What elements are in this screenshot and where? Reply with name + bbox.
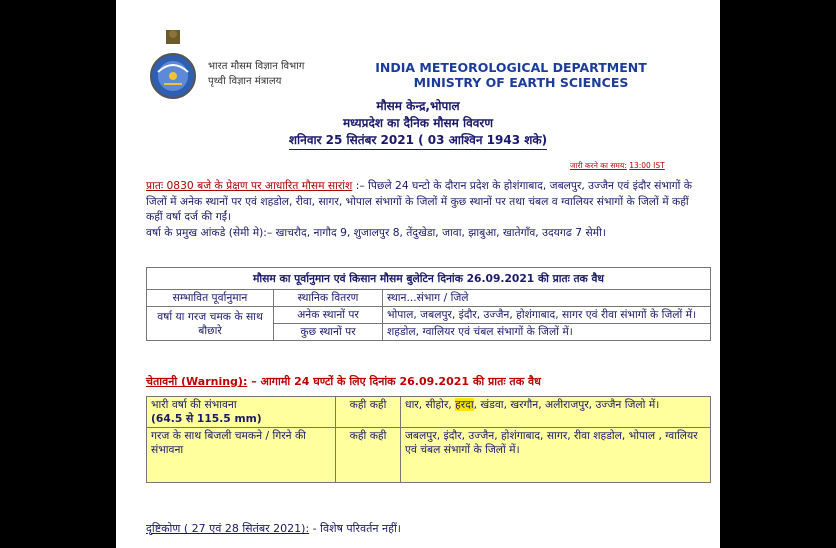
centre-name: मौसम केन्द्र,भोपाल [376,99,460,113]
issue-time-value: 13:00 IST [629,161,665,170]
title-block [116,98,720,150]
english-department: INDIA METEOROLOGICAL DEPARTMENT [375,60,647,75]
warning-places-1b: , खंडवा, खरगौन, अलीराजपुर, उज्जैन जिलो में। [473,398,660,411]
forecast-places-1: भोपाल, जबलपुर, इंदौर, उज्जैन, होशंगाबाद, सागर एवं रीवा संभागों के जिलों में। [383,307,711,324]
forecast-title: मौसम का पूर्वानुमान एवं किसान मौसम बुलेटिन दिनांक 26.09.2021 की प्रातः तक वैध [147,268,711,290]
hindi-department: भारत मौसम विज्ञान विभाग [208,61,305,72]
warning-text: – आगामी 24 घण्टों के लिए दिनांक 26.09.2021 की प्रातः तक वैध [251,375,541,388]
warning-label: चेतावनी (Warning): [146,375,248,388]
forecast-distribution-2: कुछ स्थानों पर [274,324,383,341]
issue-time-label: जारी करने का समय: [570,161,627,170]
warning-distribution-2: कही कही [336,428,401,483]
warning-distribution-1: कही कही [336,397,401,428]
summary-heading: प्रातः 0830 बजे के प्रेक्षण पर आधारित मौसम सारांश [146,179,353,192]
outlook-text: - विशेष परिवर्तन नहीं। [312,522,401,535]
bulletin-title: मध्यप्रदेश का दैनिक मौसम विवरण [342,116,493,130]
header-distribution: स्थानिक वितरण [274,290,383,307]
outlook [146,521,401,536]
forecast-phenomenon: वर्षा या गरज चमक के साथ बौछारे [147,307,274,341]
warning-places-1-highlight: हरदा [455,398,474,411]
warning-places-2: जबलपुर, इंदौर, उज्जैन, होशंगाबाद, सागर, रीवा शहडोल, भोपाल , ग्वालियर एवं चंबल संभागों के जिलों में। [401,428,711,483]
header-places: स्थान...संभाग / जिले [383,290,711,307]
rain-figures: वर्षा के प्रमुख आंकडे (सेमी मे):– खाचरौद, नागौद 9, शुजालपुर 8, तेंदुखेडा, जावा, झाबुआ, खातेगाँव, उदयगढ 7 सेमी। [146,225,606,239]
forecast-distribution-1: अनेक स्थानों पर [274,307,383,324]
outlook-label: दृष्टिकोण ( 27 एवं 28 सितंबर 2021): [146,522,310,535]
warning-line [146,374,711,389]
weather-summary [146,178,706,240]
header-phenomenon: सम्भावित पूर्वानुमान [147,290,274,307]
forecast-table [146,267,711,341]
warning-table [146,396,711,483]
hindi-org-names [208,59,304,89]
warning-places-1 [401,397,711,428]
warning-type-1-label: भारी वर्षा की संभावना [151,398,237,411]
issue-time [570,161,665,171]
summary-body: :– पिछले 24 घन्टो के दौरान प्रदेश के होशंगाबाद, जबलपुर, उज्जैन एवं इंदौर संभागों के जिलों में अनेक स्थानों पर एवं शहडोल, रीवा, सागर, भोपाल संभागों के जिलों में कुछ स्थानों पर तथा चंबल व ग्वालियर संभागों के जिलों में कहीं कहीं वर्षा दर्ज की गईं। [146,179,692,223]
english-ministry: MINISTRY OF EARTH SCIENCES [413,75,629,90]
english-org-names [361,60,661,90]
bulletin-page [116,0,720,548]
warning-type-2: गरज के साथ बिजली चमकने / गिरने की संभावना [147,428,336,483]
warning-type-1-range: (64.5 से 115.5 mm) [151,412,262,425]
warning-type-1 [147,397,336,428]
hindi-ministry: पृथ्वी विज्ञान मंत्रालय [208,76,282,87]
bulletin-date: शनिवार 25 सितंबर 2021 ( 03 आश्विन 1943 शके) [289,132,547,150]
warning-places-1a: धार, सीहोर, [405,398,456,411]
forecast-places-2: शहडोल, ग्वालियर एवं चंबल संभागों के जिलों में। [383,324,711,341]
